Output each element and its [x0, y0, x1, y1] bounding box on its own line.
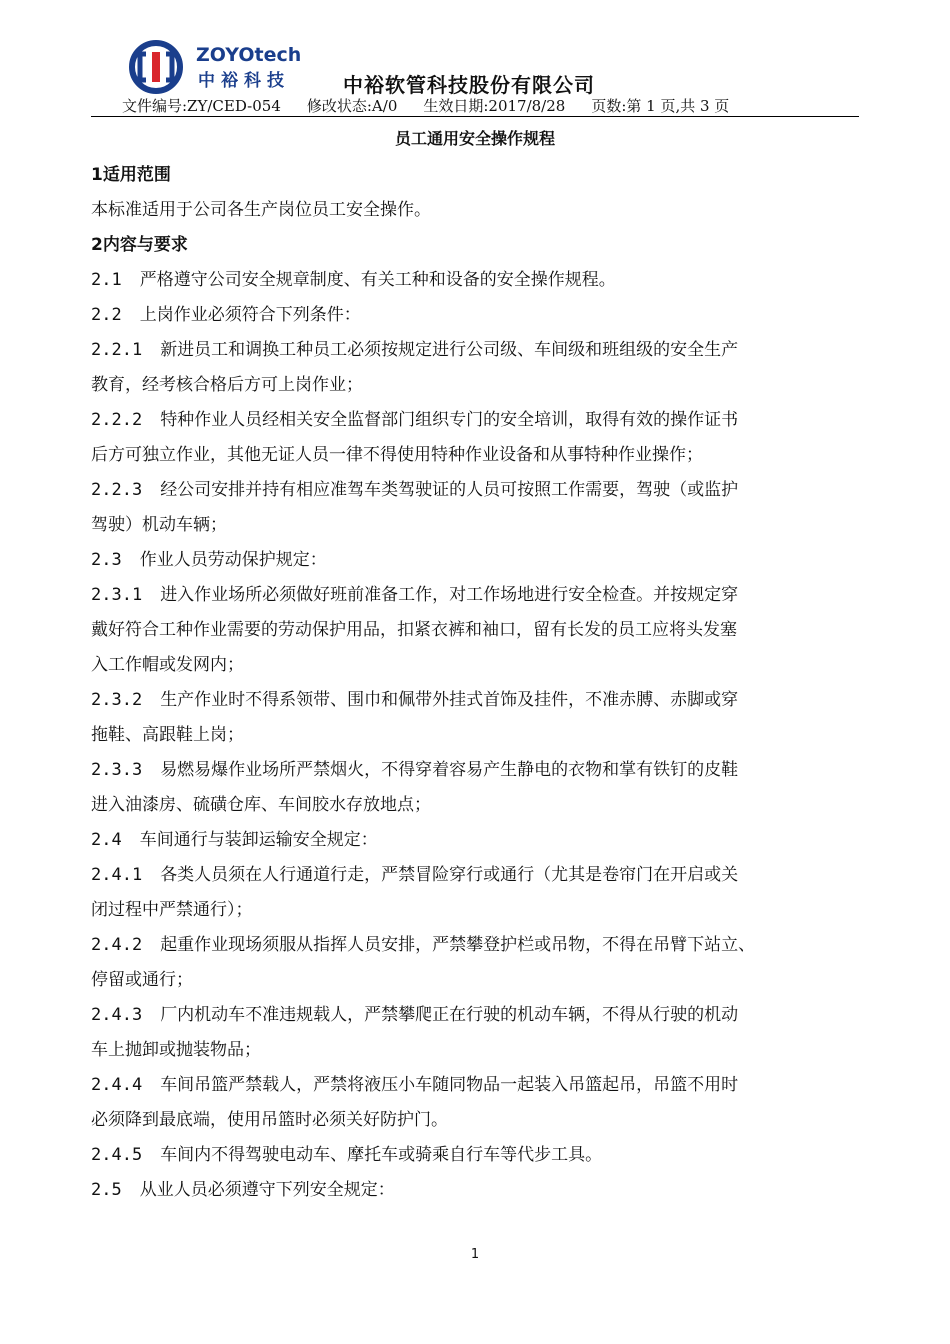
clause-continuation: 车上抛卸或抛装物品； — [91, 1040, 261, 1060]
clause — [91, 333, 831, 368]
clause-continuation: 闭过程中严禁通行）； — [91, 900, 253, 920]
clause-text: 特种作业人员经相关安全监督部门组织专门的安全培训，取得有效的操作证书 — [160, 410, 739, 430]
clause-number: 2.4.4 — [91, 1075, 143, 1095]
clause-continuation: 拖鞋、高跟鞋上岗； — [91, 725, 244, 745]
logo-mark-icon — [124, 40, 188, 94]
clause — [91, 473, 831, 508]
clause-continuation: 停留或通行； — [91, 970, 193, 990]
revision-status: 修改状态:A/0 — [306, 97, 398, 115]
clause-number: 2.2.1 — [91, 340, 143, 360]
clause-number: 2.4.2 — [91, 935, 143, 955]
effective-date: 生效日期:2017/8/28 — [423, 97, 566, 115]
clause-text: 厂内机动车不准违规载人，严禁攀爬正在行驶的机动车辆，不得从行驶的机动 — [160, 1005, 739, 1025]
clause-number: 2.3.1 — [91, 585, 143, 605]
clause-number: 2.4 — [91, 830, 122, 850]
clause-text: 从业人员必须遵守下列安全规定： — [139, 1180, 395, 1200]
clause-continuation: 戴好符合工种作业需要的劳动保护用品，扣紧衣裤和袖口，留有长发的员工应将头发塞 — [91, 620, 737, 640]
clause-text: 生产作业时不得系领带、围巾和佩带外挂式首饰及挂件，不准赤膊、赤脚或穿 — [160, 690, 739, 710]
document-meta — [122, 95, 842, 116]
clause — [91, 683, 831, 718]
clause-number: 2.5 — [91, 1180, 122, 1200]
clause — [91, 1173, 831, 1208]
clause — [91, 928, 831, 963]
clause-text: 进入作业场所必须做好班前准备工作，对工作场地进行安全检查。并按规定穿 — [160, 585, 739, 605]
clause-text: 作业人员劳动保护规定： — [139, 550, 327, 570]
page-count: 页数:第 1 页,共 3 页 — [591, 97, 730, 115]
clause — [91, 543, 831, 578]
clause — [91, 263, 831, 298]
clause-text: 经公司安排并持有相应准驾车类驾驶证的人员可按照工作需要，驾驶（或监护 — [160, 480, 739, 500]
clause — [91, 998, 831, 1033]
clause-text: 车间吊篮严禁载人，严禁将液压小车随同物品一起装入吊篮起吊，吊篮不用时 — [160, 1075, 739, 1095]
clause-number: 2.3.2 — [91, 690, 143, 710]
section-heading: 1适用范围 — [91, 165, 171, 185]
clause-number: 2.3 — [91, 550, 122, 570]
clause — [91, 578, 831, 613]
clause-number: 2.2 — [91, 305, 122, 325]
logo-brand-cn: 中裕科技 — [198, 71, 290, 91]
clause-text: 车间内不得驾驶电动车、摩托车或骑乘自行车等代步工具。 — [160, 1145, 603, 1165]
clause-text: 车间通行与装卸运输安全规定： — [139, 830, 378, 850]
document-body — [91, 158, 831, 1208]
clause-number: 2.4.5 — [91, 1145, 143, 1165]
clause — [91, 1138, 831, 1173]
clause-continuation: 必须降到最底端，使用吊篮时必须关好防护门。 — [91, 1110, 448, 1130]
paragraph: 本标准适用于公司各生产岗位员工安全操作。 — [91, 200, 431, 220]
page-number: 1 — [470, 1247, 480, 1262]
clause — [91, 858, 831, 893]
clause — [91, 753, 831, 788]
clause-text: 易燃易爆作业场所严禁烟火，不得穿着容易产生静电的衣物和掌有铁钉的皮鞋 — [160, 760, 739, 780]
clause-text: 起重作业现场须服从指挥人员安排，严禁攀登护栏或吊物，不得在吊臂下站立、 — [160, 935, 756, 955]
clause-number: 2.3.3 — [91, 760, 143, 780]
clause-number: 2.1 — [91, 270, 122, 290]
clause-text: 上岗作业必须符合下列条件： — [139, 305, 361, 325]
logo-brand-en: ZOYOtech — [196, 44, 302, 66]
clause-continuation: 教育，经考核合格后方可上岗作业； — [91, 375, 363, 395]
company-logo — [124, 40, 314, 94]
clause-text: 严格遵守公司安全规章制度、有关工种和设备的安全操作规程。 — [139, 270, 616, 290]
header-divider — [91, 116, 859, 117]
clause — [91, 298, 831, 333]
clause-text: 各类人员须在人行通道行走，严禁冒险穿行或通行（尤其是卷帘门在开启或关 — [160, 865, 739, 885]
clause-continuation: 驾驶）机动车辆； — [91, 515, 227, 535]
clause-continuation: 进入油漆房、硫磺仓库、车间胶水存放地点； — [91, 795, 431, 815]
doc-number: 文件编号:ZY/CED-054 — [122, 97, 281, 115]
clause-number: 2.2.2 — [91, 410, 143, 430]
clause-continuation: 后方可独立作业，其他无证人员一律不得使用特种作业设备和从事特种作业操作； — [91, 445, 703, 465]
clause-number: 2.4.3 — [91, 1005, 143, 1025]
clause-text: 新进员工和调换工种员工必须按规定进行公司级、车间级和班组级的安全生产 — [160, 340, 739, 360]
clause — [91, 823, 831, 858]
company-name: 中裕软管科技股份有限公司 — [343, 73, 595, 97]
section-heading: 2内容与要求 — [91, 235, 188, 255]
clause — [91, 1068, 831, 1103]
clause-number: 2.4.1 — [91, 865, 143, 885]
clause — [91, 403, 831, 438]
page-title: 员工通用安全操作规程 — [394, 129, 555, 148]
clause-continuation: 入工作帽或发网内； — [91, 655, 244, 675]
clause-number: 2.2.3 — [91, 480, 143, 500]
